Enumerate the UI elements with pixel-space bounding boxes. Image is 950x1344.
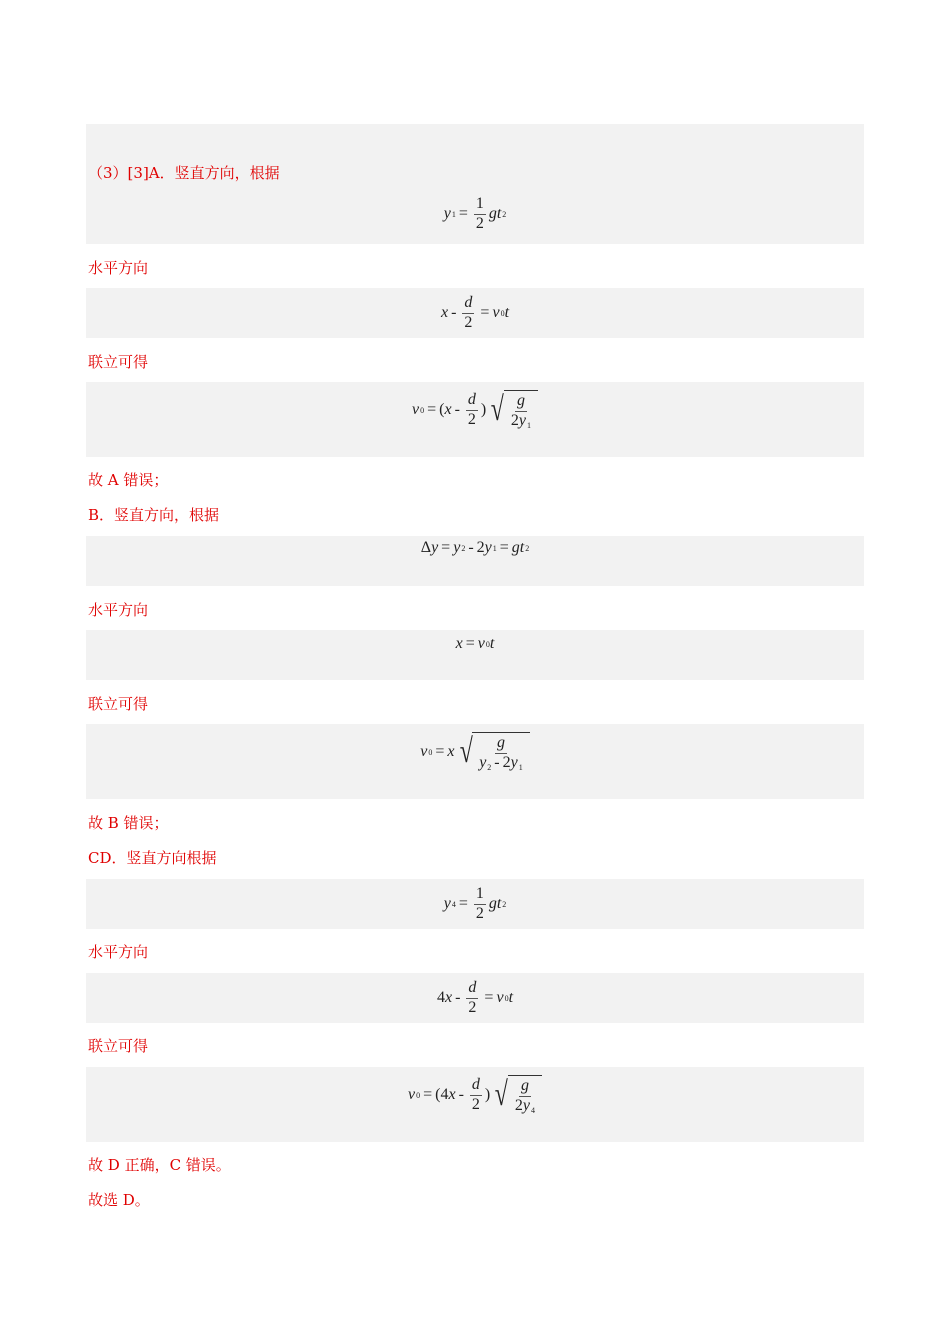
- text-line-11: 水平方向: [88, 943, 149, 961]
- eq-op: =: [499, 539, 509, 556]
- eq-sub: 0: [500, 308, 505, 318]
- eq-delta: Δ: [420, 539, 432, 556]
- equation-v0-a: [86, 382, 864, 438]
- equation-y1: [86, 196, 864, 233]
- eq-var: x: [440, 304, 449, 321]
- equation-y4: [86, 879, 864, 929]
- text-line-8: 联立可得: [88, 695, 149, 713]
- eq-var: y: [443, 895, 451, 912]
- eq-fraction: [474, 886, 486, 923]
- eq-var: t: [504, 304, 510, 321]
- eq-coef: 2: [514, 1096, 523, 1114]
- eq-den: [513, 1097, 537, 1115]
- eq-var: y: [484, 539, 492, 556]
- eq-fraction: [474, 196, 486, 233]
- eq-op: -: [458, 1086, 464, 1103]
- eq-op: =: [423, 1086, 433, 1103]
- eq-sub: 1: [527, 420, 531, 430]
- eq-fraction: [513, 1078, 537, 1115]
- eq-paren: ): [480, 401, 487, 418]
- eq-var: v: [411, 401, 420, 418]
- eq-den: [477, 754, 525, 772]
- eq-op: =: [458, 895, 468, 912]
- equation-box-7: [86, 879, 864, 929]
- eq-den: 2: [468, 998, 477, 1016]
- equation-x-minus-d: [86, 288, 864, 338]
- eq-num: g: [519, 1078, 531, 1097]
- eq-var: t: [489, 635, 495, 652]
- eq-var: v: [477, 635, 485, 652]
- eq-sub: 0: [416, 1090, 421, 1100]
- eq-sub: 0: [504, 993, 509, 1003]
- equation-v0-b: [86, 724, 864, 780]
- eq-sqrt: √ $\frac{g}{2y_1}$: [488, 390, 538, 430]
- equation-box-1: [86, 124, 864, 244]
- eq-var: y: [453, 539, 461, 556]
- eq-var: v: [420, 743, 428, 760]
- eq-sub: 1: [451, 209, 456, 219]
- eq-var: y: [518, 411, 526, 429]
- eq-op: -: [468, 539, 474, 556]
- eq-paren: ): [484, 1086, 491, 1103]
- eq-var: y: [510, 753, 518, 771]
- eq-sub: 2: [461, 543, 466, 553]
- equation-box-2: [86, 288, 864, 338]
- eq-op: =: [480, 304, 490, 321]
- eq-var: y: [479, 753, 487, 771]
- eq-sqrt: √ $\frac{g}{2y_4}$: [492, 1075, 542, 1115]
- eq-num: g: [495, 735, 507, 754]
- eq-var: y: [431, 539, 439, 556]
- eq-op: =: [441, 539, 451, 556]
- eq-var: t: [508, 989, 514, 1006]
- eq-var: x: [444, 989, 453, 1006]
- equation-box-3: [86, 382, 864, 457]
- eq-sub: 4: [531, 1105, 535, 1115]
- eq-op: =: [435, 743, 445, 760]
- eq-fraction: [466, 392, 478, 429]
- text-line-12: 联立可得: [88, 1037, 149, 1055]
- eq-var: gt: [488, 205, 502, 223]
- eq-var: gt: [511, 539, 525, 556]
- eq-sup: 2: [502, 209, 507, 219]
- eq-sqrt: √ $\frac{g}{y_2 - 2y_1}$: [457, 732, 530, 772]
- equation-box-4: [86, 536, 864, 586]
- eq-sub: 0: [420, 405, 425, 415]
- eq-sub: 4: [451, 899, 456, 909]
- eq-den: 2: [475, 214, 484, 232]
- eq-var: v: [492, 304, 500, 321]
- eq-sup: 2: [525, 543, 530, 553]
- eq-sub: 1: [518, 762, 523, 772]
- eq-paren: (: [439, 401, 445, 418]
- eq-var: x: [455, 635, 463, 652]
- eq-sub: 2: [487, 762, 492, 772]
- eq-den: 2: [475, 904, 484, 922]
- text-line-6: B．竖直方向，根据: [88, 506, 220, 524]
- eq-var: y: [443, 205, 451, 223]
- text-line-2: （3）[3]A．竖直方向，根据: [88, 164, 280, 182]
- eq-fraction: [466, 980, 478, 1017]
- eq-num: d: [466, 980, 478, 999]
- eq-num: g: [515, 393, 527, 412]
- eq-fraction: [470, 1077, 482, 1114]
- eq-fraction: [509, 393, 533, 430]
- text-line-5: 故 A 错误；: [88, 471, 169, 489]
- eq-fraction: [477, 735, 525, 772]
- eq-paren: (: [435, 1086, 441, 1103]
- eq-op: =: [465, 635, 475, 652]
- eq-num: d: [462, 295, 474, 314]
- text-line-3: 水平方向: [88, 259, 149, 277]
- text-line-14: 故选 D。: [88, 1191, 150, 1209]
- eq-var: x: [448, 1086, 456, 1103]
- eq-var: y: [522, 1096, 530, 1114]
- eq-var: x: [444, 401, 452, 418]
- eq-op: -: [455, 989, 461, 1006]
- equation-4x-minus-d: [86, 973, 864, 1023]
- eq-num-2: 2: [510, 411, 519, 429]
- eq-den: 2: [471, 1095, 480, 1113]
- equation-box-9: [86, 1067, 864, 1142]
- text-line-9: 故 B 错误；: [88, 814, 169, 832]
- text-line-7: 水平方向: [88, 601, 149, 619]
- text-line-4: 联立可得: [88, 353, 149, 371]
- eq-sub: 1: [492, 543, 497, 553]
- eq-op: =: [484, 989, 494, 1006]
- eq-op: -: [451, 304, 457, 321]
- eq-coef: 4: [440, 1086, 449, 1103]
- equation-delta-y: [86, 539, 864, 557]
- eq-num: d: [466, 392, 478, 411]
- equation-box-6: [86, 724, 864, 799]
- eq-num: 1: [474, 196, 486, 215]
- eq-coef: 4: [436, 989, 445, 1006]
- equation-x-v0t: [86, 635, 864, 653]
- eq-op: =: [427, 401, 437, 418]
- text-line-13: 故 D 正确，C 错误。: [88, 1156, 231, 1174]
- eq-sub: 0: [428, 747, 433, 757]
- eq-var: gt: [488, 895, 502, 912]
- eq-den: 2: [467, 410, 476, 428]
- eq-var: x: [447, 743, 455, 760]
- eq-num: 1: [474, 886, 486, 905]
- eq-coef: 2: [476, 539, 485, 556]
- eq-den: 2: [464, 313, 473, 331]
- eq-sub: 0: [485, 639, 490, 649]
- eq-var: v: [496, 989, 504, 1006]
- eq-op: -: [494, 753, 500, 771]
- equation-v0-c: [86, 1067, 864, 1123]
- eq-sup: 2: [502, 899, 507, 909]
- eq-fraction: [462, 295, 474, 332]
- equation-box-5: [86, 630, 864, 680]
- eq-op: =: [458, 205, 468, 223]
- eq-num: d: [470, 1077, 482, 1096]
- eq-op: -: [454, 401, 460, 418]
- equation-box-8: [86, 973, 864, 1023]
- eq-var: v: [407, 1086, 416, 1103]
- text-line-10: CD．竖直方向根据: [88, 849, 217, 867]
- eq-coef: 2: [502, 753, 511, 771]
- eq-den: [509, 412, 533, 430]
